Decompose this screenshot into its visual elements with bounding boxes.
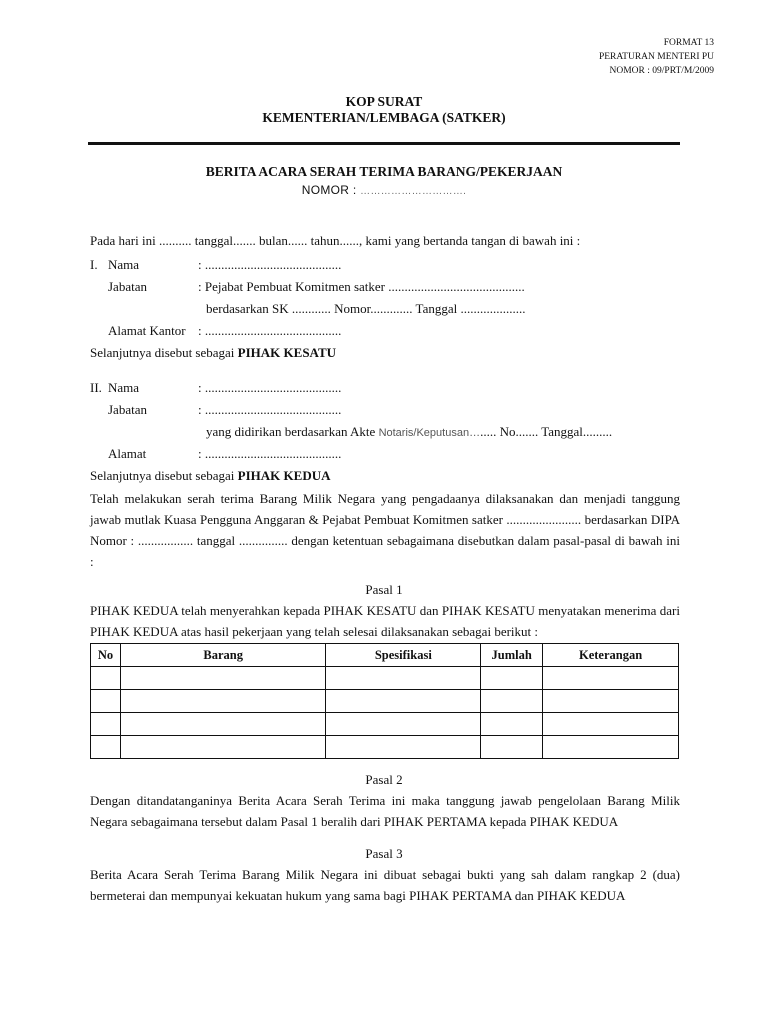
party1-designation — [90, 342, 336, 364]
table-cell — [481, 713, 543, 736]
regulation-number: NOMOR : 09/PRT/M/2009 — [609, 66, 714, 76]
table-cell — [326, 713, 481, 736]
table-cell — [326, 690, 481, 713]
table-cell — [120, 690, 326, 713]
party1-nama-label: Nama — [108, 257, 140, 272]
party1-nama-value: : .......................................... — [198, 257, 342, 272]
table-cell — [91, 736, 121, 759]
party1-jabatan-label: Jabatan — [108, 279, 147, 294]
pasal-3-title: Pasal 3 — [365, 846, 403, 861]
party2-jabatan-continued — [206, 421, 612, 444]
document-number — [0, 183, 768, 197]
party2-designation-text: Selanjutnya disebut sebagai — [90, 468, 238, 483]
party1-designation-name: PIHAK KESATU — [237, 345, 337, 360]
table-cell — [543, 690, 679, 713]
party2-number: II. — [90, 380, 102, 395]
party2-nama-value: : .......................................... — [198, 380, 342, 395]
party2-jabatan-value: : .......................................... — [198, 402, 342, 417]
header-keterangan: Keterangan — [543, 644, 679, 667]
party2-jabatan-cont-b: Notaris/Keputusan — [378, 427, 470, 439]
pasal-3-text: Berita Acara Serah Terima Barang Milik Negara ini dibuat sebagai bukti yang sah dalam rangkap 2 (dua) bermeterai dan mempunyai kekuatan hukum yang sama bagi PIHAK PERTAMA dan PIHAK KEDUA — [90, 867, 680, 903]
party1-jabatan-value: : Pejabat Pembuat Komitmen satker .......................................... — [198, 279, 525, 294]
letterhead-line-1: KOP SURAT — [345, 94, 423, 109]
table-row — [91, 736, 679, 759]
letterhead-divider — [88, 142, 680, 145]
party2-jabatan-cont-c: … — [469, 427, 481, 439]
document-title: BERITA ACARA SERAH TERIMA BARANG/PEKERJAAN — [205, 164, 563, 179]
party2-designation — [90, 465, 330, 487]
intro-text: Pada hari ini .......... tanggal....... bulan...... tahun......, kami yang bertanda tangan di bawah ini : — [90, 233, 581, 248]
table-row — [91, 713, 679, 736]
document-number-label: NOMOR : — [301, 183, 357, 197]
table-cell — [91, 690, 121, 713]
regulation-name: PERATURAN MENTERI PU — [598, 52, 714, 62]
party1-alamat-label: Alamat Kantor — [108, 323, 186, 338]
party2-alamat-value: : .......................................... — [198, 446, 342, 461]
table-header-row — [91, 644, 679, 667]
party2-jabatan-cont-a: yang didirikan berdasarkan Akte — [206, 424, 379, 439]
pasal-2-title: Pasal 2 — [365, 772, 403, 787]
party2-jabatan-cont-d: ..... No....... Tanggal......... — [480, 424, 613, 439]
table-cell — [481, 667, 543, 690]
table-cell — [326, 667, 481, 690]
table-cell — [326, 736, 481, 759]
table-row — [91, 667, 679, 690]
table-cell — [481, 736, 543, 759]
items-table — [90, 643, 679, 759]
format-number: FORMAT 13 — [663, 38, 714, 48]
party1-designation-text: Selanjutnya disebut sebagai — [90, 345, 238, 360]
header-jumlah: Jumlah — [481, 644, 543, 667]
letterhead-line-2: KEMENTERIAN/LEMBAGA (SATKER) — [262, 110, 506, 125]
header-barang: Barang — [120, 644, 326, 667]
format-block — [599, 36, 714, 78]
document-number-dots: …………………………. — [360, 186, 467, 197]
table-cell — [120, 713, 326, 736]
pasal-2-text: Dengan ditandatanganinya Berita Acara Serah Terima ini maka tanggung jawab pengelolaan Barang Milik Negara sebagaimana tersebut dalam Pasal 1 beralih dari PIHAK PERTAMA kepada PIHAK KEDUA — [90, 793, 680, 829]
header-spesifikasi: Spesifikasi — [326, 644, 481, 667]
party1-number: I. — [90, 257, 98, 272]
table-cell — [543, 713, 679, 736]
table-cell — [543, 736, 679, 759]
pasal-1-text: PIHAK KEDUA telah menyerahkan kepada PIHAK KESATU dan PIHAK KESATU menyatakan menerima dari PIHAK KEDUA atas hasil pekerjaan yang telah selesai dilaksanakan sebagai berikut : — [90, 603, 680, 639]
party1-jabatan-continued: berdasarkan SK ............ Nomor............. Tanggal .................... — [206, 301, 526, 316]
party2-alamat-label: Alamat — [108, 446, 147, 461]
table-cell — [91, 667, 121, 690]
table-cell — [543, 667, 679, 690]
table-cell — [91, 713, 121, 736]
table-cell — [120, 667, 326, 690]
body-paragraph: Telah melakukan serah terima Barang Milik Negara yang pengadaanya dilaksanakan dan menjadi tanggung jawab mutlak Kuasa Pengguna Anggaran & Pejabat Pembuat Komitmen satker ....................... berdasarkan DIPA Nomor : ................. tanggal ............... dengan ketentuan sebagaimana disebutkan dalam pasal-pasal di bawah ini : — [90, 491, 680, 569]
party2-designation-name: PIHAK KEDUA — [237, 468, 331, 483]
pasal-1-title: Pasal 1 — [365, 582, 403, 597]
table-cell — [481, 690, 543, 713]
party2-jabatan-label: Jabatan — [108, 402, 147, 417]
table-row — [91, 690, 679, 713]
table-cell — [120, 736, 326, 759]
party1-alamat-value: : .......................................... — [198, 323, 342, 338]
party2-nama-label: Nama — [108, 380, 140, 395]
header-no: No — [91, 644, 121, 667]
